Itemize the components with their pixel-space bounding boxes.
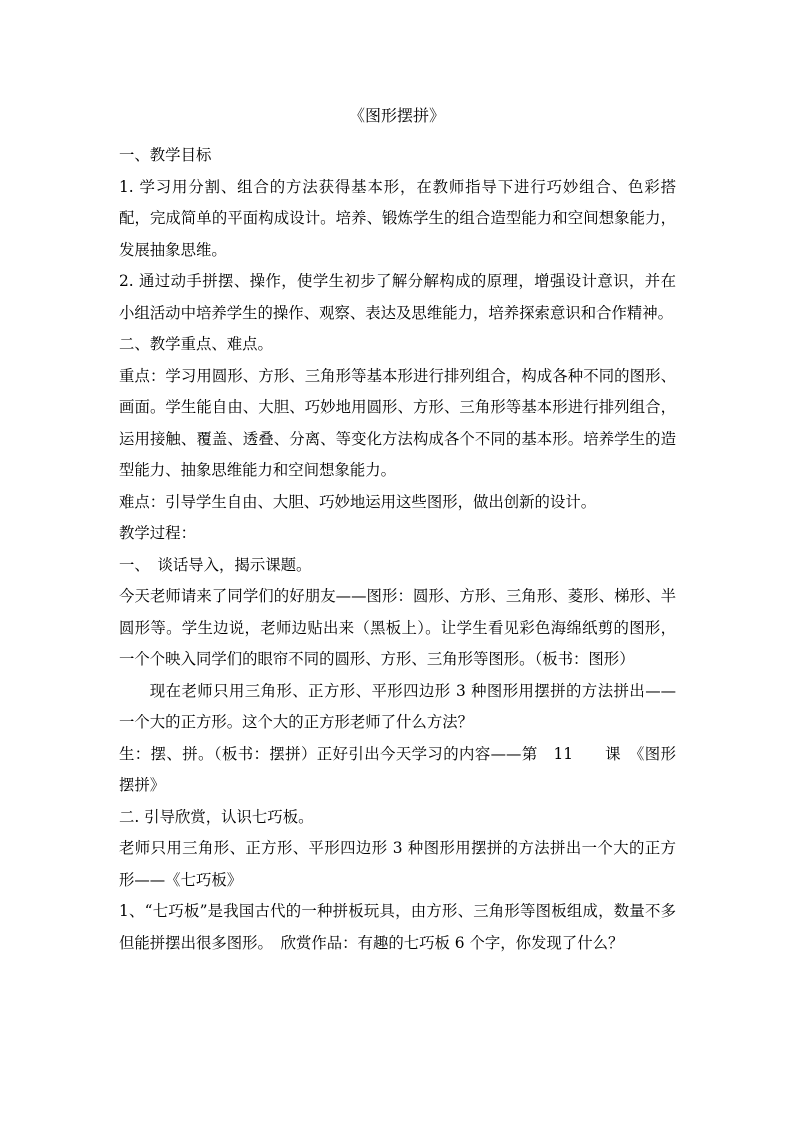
heading-teaching-process: 教学过程： <box>119 524 196 542</box>
key-point-paragraph: 重点：学习用圆形、方形、三角形等基本形进行排列组合，构成各种不同的图形、画面。学生能自由、大胆、巧妙地用圆形、方形、三角形等基本形进行排列组合，运用接触、覆盖、透叠、分离、等变化方法构成各个不同的基本形。培养学生的造型能力、抽象思维能力和空间想象能力。 <box>119 366 676 479</box>
section-heading-intro: 一、 谈话导入，揭示课题。 <box>119 555 312 574</box>
heading-key-points: 二、教学重点、难点。 <box>119 335 273 353</box>
goal-paragraph-1: 1. 学习用分割、组合的方法获得基本形，在教师指导下进行巧妙组合、色彩搭配，完成简单的平面构成设计。培养、锻炼学生的组合造型能力和空间想象能力，发展抽象思维。 <box>119 177 676 259</box>
intro-paragraph-2: 现在老师只用三角形、正方形、平形四边形 3 种图形用摆拼的方法拼出——一个大的正方形。这个大的正方形老师了什么方法？ <box>119 681 676 731</box>
student-answer-paragraph: 生：摆、拼。（板书：摆拼）正好引出今天学习的内容——第 11 课 《图形摆拼》 <box>119 744 676 794</box>
goal-paragraph-2: 2. 通过动手拼摆、操作，使学生初步了解分解构成的原理，增强设计意识，并在小组活动中培养学生的操作、观察、表达及思维能力，培养探索意识和合作精神。 <box>119 272 676 322</box>
heading-teaching-goals: 一、教学目标 <box>119 146 212 164</box>
section-heading-tangram: 二. 引导欣赏，认识七巧板。 <box>119 807 314 826</box>
tangram-paragraph: 老师只用三角形、正方形、平形四边形 3 种图形用摆拼的方法拼出一个大的正方形——《七巧板》 <box>119 839 676 889</box>
document-body <box>119 140 676 959</box>
intro-paragraph: 今天老师请来了同学们的好朋友——图形：圆形、方形、三角形、菱形、梯形、半圆形等。学生边说，老师边贴出来（黑板上）。让学生看见彩色海绵纸剪的图形，一个个映入同学们的眼帘不同的圆形、方形、三角形等图形。（板书：图形） <box>119 587 676 668</box>
document-title: 《图形摆拼》 <box>348 106 445 125</box>
tangram-intro-paragraph: 1、“七巧板”是我国古代的一种拼板玩具，由方形、三角形等图板组成，数量不多但能拼摆出很多图形。 欣赏作品：有趣的七巧板 6 个字，你发现了什么？ <box>119 902 676 952</box>
difficulty-paragraph: 难点：引导学生自由、大胆、巧妙地运用这些图形，做出创新的设计。 <box>119 492 597 511</box>
